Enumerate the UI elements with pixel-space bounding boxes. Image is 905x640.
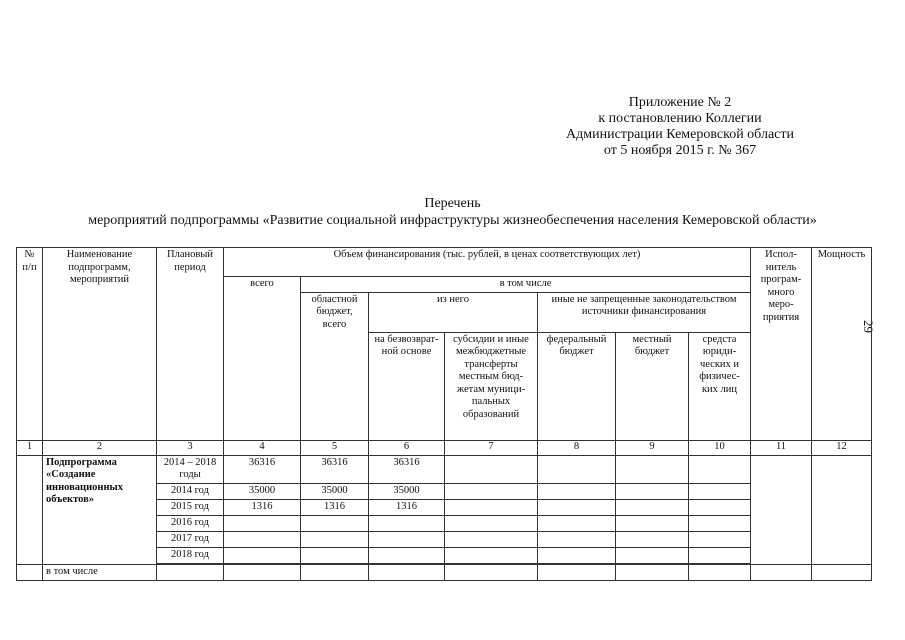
page-number: 29 <box>861 320 876 333</box>
header-funding: Объем финансирования (тыс. рублей, в ценах соответствующих лет) <box>224 248 751 277</box>
row-total <box>224 531 301 547</box>
header-regional: областной бюджет, всего <box>301 292 369 440</box>
column-number: 6 <box>369 440 445 455</box>
document-title <box>0 195 905 229</box>
row-nonrepayable: 36316 <box>369 455 445 483</box>
header-of-it: из него <box>369 292 538 332</box>
appendix-line-3: Администрации Кемеровской области <box>566 127 794 142</box>
header-including: в том числе <box>301 277 751 293</box>
column-number: 12 <box>812 440 872 455</box>
row-nonrepayable <box>369 547 445 563</box>
row-period: 2015 год <box>157 499 224 515</box>
column-number: 7 <box>445 440 538 455</box>
header-other-sources: иные не запрещенные законодательством источники финансирования <box>538 292 751 332</box>
row-regional <box>301 515 369 531</box>
row-nonrepayable: 35000 <box>369 483 445 499</box>
row-period: 2014 – 2018 годы <box>157 455 224 483</box>
appendix-header <box>500 95 860 159</box>
header-local: местный бюджет <box>616 332 689 440</box>
row-period: 2018 год <box>157 547 224 563</box>
table-row <box>17 455 872 483</box>
row-regional <box>301 547 369 563</box>
row-nonrepayable: 1316 <box>369 499 445 515</box>
row-period: 2017 год <box>157 531 224 547</box>
column-number: 1 <box>17 440 43 455</box>
column-number: 5 <box>301 440 369 455</box>
column-number: 11 <box>751 440 812 455</box>
row-regional: 1316 <box>301 499 369 515</box>
row-period: 2016 год <box>157 515 224 531</box>
row-total: 36316 <box>224 455 301 483</box>
header-subsidies: субсидии и иные межбюджетные трансферты местным бюд-жетам муници-пальных образований <box>445 332 538 440</box>
row-nonrepayable <box>369 515 445 531</box>
column-number: 10 <box>689 440 751 455</box>
column-number: 8 <box>538 440 616 455</box>
header-total: всего <box>224 277 301 441</box>
row-total <box>224 547 301 563</box>
header-num: № п/п <box>17 248 43 441</box>
column-number: 4 <box>224 440 301 455</box>
row-nonrepayable <box>369 531 445 547</box>
appendix-line-4: от 5 ноября 2015 г. № 367 <box>603 143 757 158</box>
header-nonrepayable: на безвозврат-ной основе <box>369 332 445 440</box>
column-number: 3 <box>157 440 224 455</box>
row-regional <box>301 531 369 547</box>
row-total: 35000 <box>224 483 301 499</box>
row-regional: 36316 <box>301 455 369 483</box>
header-federal: федеральный бюджет <box>538 332 616 440</box>
title-line-1: Перечень <box>424 196 481 211</box>
title-line-2: мероприятий подпрограммы «Развитие социальной инфраструктуры жизнеобеспечения населения Кемеровской области» <box>88 213 817 228</box>
appendix-line-1: Приложение № 2 <box>628 95 732 110</box>
column-number: 9 <box>616 440 689 455</box>
measures-table <box>16 247 872 581</box>
row-regional: 35000 <box>301 483 369 499</box>
row-total: 1316 <box>224 499 301 515</box>
header-name: Наименование подпрограмм, мероприятий <box>43 248 157 441</box>
header-period: Плановый период <box>157 248 224 441</box>
table-row <box>17 564 872 580</box>
header-executor: Испол-нитель програм-много меро-приятия <box>751 248 812 441</box>
header-legal-entities: средста юриди-ческих и физичес-ких лиц <box>689 332 751 440</box>
subprogram-name: Подпрограмма «Создание инновационных объектов» <box>43 455 157 564</box>
including-label: в том числе <box>43 564 157 580</box>
row-period: 2014 год <box>157 483 224 499</box>
appendix-line-2: к постановлению Коллегии <box>598 111 762 126</box>
header-capacity: Мощность <box>812 248 872 441</box>
column-number: 2 <box>43 440 157 455</box>
row-total <box>224 515 301 531</box>
